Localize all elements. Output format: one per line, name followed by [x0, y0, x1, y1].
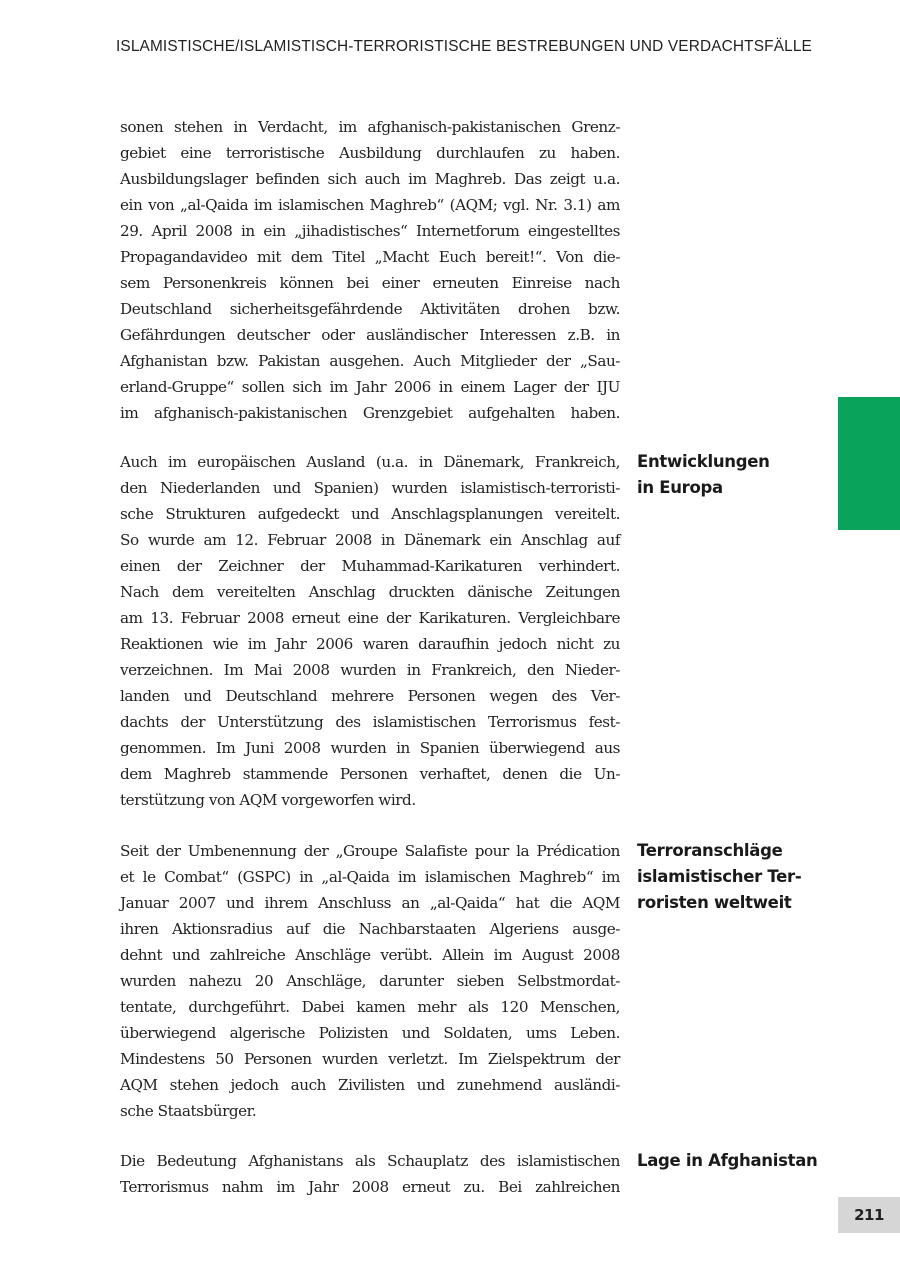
text-line: 29. April 2008 in ein „jihadistisches“ Internetforum eingestelltes — [120, 222, 620, 240]
heading-line: islamistischer Ter- — [637, 867, 802, 886]
text-line: landen und Deutschland mehrere Personen wegen des Ver- — [120, 687, 620, 705]
text-line: dachts der Unterstützung des islamistischen Terrorismus fest- — [120, 713, 620, 731]
text-line: Mindestens 50 Personen wurden verletzt. Im Zielspektrum der — [120, 1050, 620, 1068]
text-line: Januar 2007 und ihrem Anschluss an „al-Qaida“ hat die AQM — [120, 894, 620, 912]
text-line: et le Combat“ (GSPC) in „al-Qaida im islamischen Maghreb“ im — [120, 868, 620, 886]
text-line: genommen. Im Juni 2008 wurden in Spanien überwiegend aus — [120, 739, 620, 757]
text-line: Die Bedeutung Afghanistans als Schauplatz des islamistischen — [120, 1152, 620, 1170]
text-line: Nach dem vereitelten Anschlag druckten dänische Zeitungen — [120, 583, 620, 601]
text-line: erland-Gruppe“ sollen sich im Jahr 2006 in einem Lager der IJU — [120, 378, 620, 396]
text-line: So wurde am 12. Februar 2008 in Dänemark ein Anschlag auf — [120, 531, 620, 549]
text-line: verzeichnen. Im Mai 2008 wurden in Frankreich, den Nieder- — [120, 661, 620, 679]
margin-heading-afghanistan — [637, 1148, 837, 1174]
text-line: Auch im europäischen Ausland (u.a. in Dänemark, Frankreich, — [120, 453, 620, 471]
paragraph-3 — [120, 838, 620, 1124]
text-line: sche Strukturen aufgedeckt und Anschlagsplanungen vereitelt. — [120, 505, 620, 523]
text-line: gebiet eine terroristische Ausbildung durchlaufen zu haben. — [120, 144, 620, 162]
text-line: sonen stehen in Verdacht, im afghanisch-pakistanischen Grenz- — [120, 118, 620, 136]
text-line: dehnt und zahlreiche Anschläge verübt. Allein im August 2008 — [120, 946, 620, 964]
text-line: sche Staatsbürger. — [120, 1102, 257, 1120]
text-line: Seit der Umbenennung der „Groupe Salafiste pour la Prédication — [120, 842, 620, 860]
text-line: den Niederlanden und Spanien) wurden islamistisch-terroristi- — [120, 479, 620, 497]
text-line: Gefährdungen deutscher oder ausländischer Interessen z.B. in — [120, 326, 620, 344]
text-line: Afghanistan bzw. Pakistan ausgehen. Auch Mitglieder der „Sau- — [120, 352, 620, 370]
heading-line: roristen weltweit — [637, 893, 792, 912]
margin-heading-europa — [637, 449, 837, 501]
text-line: überwiegend algerische Polizisten und Soldaten, ums Leben. — [120, 1024, 620, 1042]
chapter-thumb-tab — [838, 397, 900, 530]
text-line: Ausbildungslager befinden sich auch im Maghreb. Das zeigt u.a. — [120, 170, 620, 188]
page-number: 211 — [838, 1197, 900, 1233]
heading-line: Terroranschläge — [637, 841, 783, 860]
text-line: ein von „al-Qaida im islamischen Maghreb“ (AQM; vgl. Nr. 3.1) am — [120, 196, 620, 214]
text-line: Terrorismus nahm im Jahr 2008 erneut zu. Bei zahlreichen — [120, 1178, 620, 1196]
text-line: Reaktionen wie im Jahr 2006 waren daraufhin jedoch nicht zu — [120, 635, 620, 653]
paragraph-2 — [120, 449, 620, 813]
text-line: am 13. Februar 2008 erneut eine der Karikaturen. Vergleichbare — [120, 609, 620, 627]
heading-line: Entwicklungen — [637, 452, 770, 471]
text-line: tentate, durchgeführt. Dabei kamen mehr als 120 Menschen, — [120, 998, 620, 1016]
text-line: sem Personenkreis können bei einer erneuten Einreise nach — [120, 274, 620, 292]
text-line: einen der Zeichner der Muhammad-Karikaturen verhindert. — [120, 557, 620, 575]
paragraph-4 — [120, 1148, 620, 1200]
text-line: Deutschland sicherheitsgefährdende Aktivitäten drohen bzw. — [120, 300, 620, 318]
text-line: dem Maghreb stammende Personen verhaftet, denen die Un- — [120, 765, 620, 783]
running-header: ISLAMISTISCHE/ISLAMISTISCH-TERRORISTISCHE BESTREBUNGEN UND VERDACHTSFÄLLE — [116, 38, 812, 55]
text-line: ihren Aktionsradius auf die Nachbarstaaten Algeriens ausge- — [120, 920, 620, 938]
text-line: Propagandavideo mit dem Titel „Macht Euch bereit!“. Von die- — [120, 248, 620, 266]
text-line: terstützung von AQM vorgeworfen wird. — [120, 791, 416, 809]
heading-line: Lage in Afghanistan — [637, 1151, 818, 1170]
text-line: wurden nahezu 20 Anschläge, darunter sieben Selbstmordat- — [120, 972, 620, 990]
text-line: AQM stehen jedoch auch Zivilisten und zunehmend ausländi- — [120, 1076, 620, 1094]
paragraph-1 — [120, 114, 620, 426]
heading-line: in Europa — [637, 478, 723, 497]
text-line: im afghanisch-pakistanischen Grenzgebiet aufgehalten haben. — [120, 404, 620, 422]
margin-heading-terroranschlaege — [637, 838, 837, 916]
